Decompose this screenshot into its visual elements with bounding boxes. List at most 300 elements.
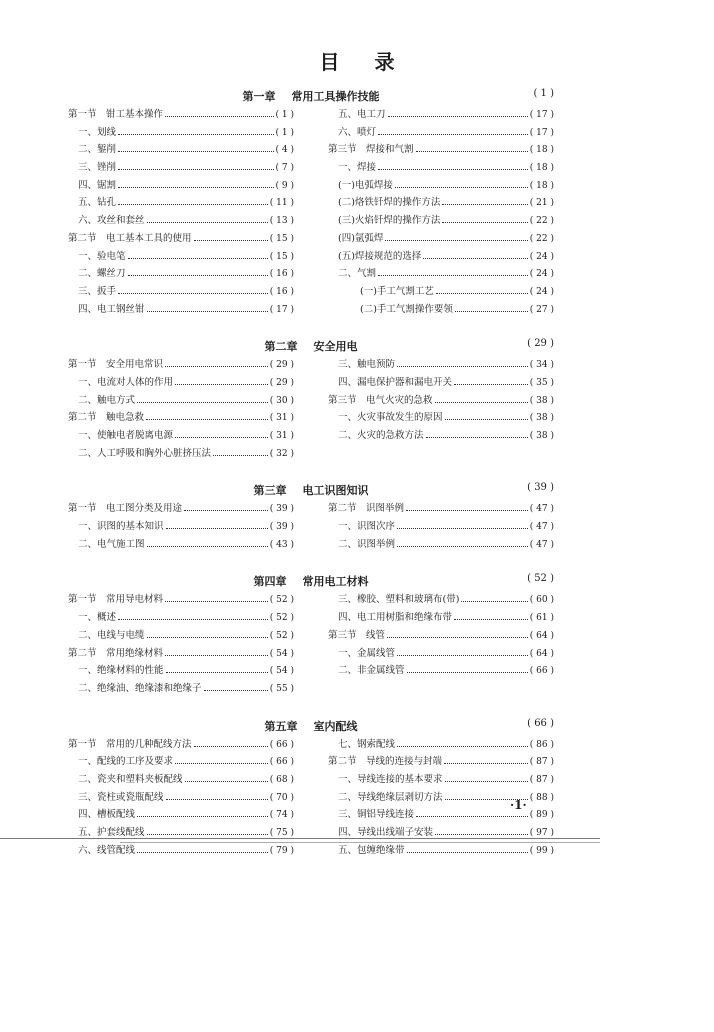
- page-title: 目 录: [319, 50, 409, 74]
- entry-title: 一、金属线管: [338, 647, 396, 659]
- entry-page-number: ( 9 ): [275, 180, 294, 191]
- chapter-section: [68, 571, 554, 697]
- entry-title: 四、电工用树脂和绝缘布带: [338, 612, 453, 624]
- chapter-heading: [68, 571, 554, 591]
- entry-title: 一、焊接: [338, 162, 377, 174]
- dot-leader: [166, 528, 268, 529]
- toc-entry[interactable]: [328, 159, 554, 177]
- toc-columns: [68, 591, 554, 697]
- entry-title: 第三节 电气火灾的急救: [328, 394, 433, 406]
- toc-entry[interactable]: [328, 736, 554, 754]
- dot-leader: [128, 258, 268, 259]
- dot-leader: [118, 619, 268, 620]
- entry-title: 一、识图的基本知识: [78, 521, 164, 533]
- entry-page-number: ( 17 ): [529, 127, 554, 138]
- entry-title: 三、铜铝导线连接: [338, 809, 415, 821]
- toc-entry[interactable]: [328, 212, 554, 230]
- toc-entry[interactable]: [68, 159, 294, 177]
- dot-leader: [445, 419, 528, 420]
- dot-leader: [407, 672, 528, 673]
- dot-leader: [118, 187, 274, 188]
- entry-title: 二、气割: [338, 268, 377, 280]
- entry-page-number: ( 70 ): [269, 792, 294, 803]
- entry-title: 七、钢索配线: [338, 738, 396, 750]
- entry-page-number: ( 24 ): [529, 251, 554, 262]
- dot-leader: [407, 852, 528, 853]
- entry-page-number: ( 52 ): [269, 613, 294, 624]
- entry-page-number: ( 39 ): [269, 504, 294, 515]
- dot-leader: [204, 690, 268, 691]
- entry-title: 第二节 电工基本工具的使用: [68, 232, 192, 244]
- dot-leader: [194, 746, 268, 747]
- toc-entry[interactable]: [328, 248, 554, 266]
- dot-leader: [442, 222, 527, 223]
- entry-page-number: ( 16 ): [269, 286, 294, 297]
- entry-page-number: ( 54 ): [269, 648, 294, 659]
- toc-column-left: [68, 500, 294, 553]
- dot-leader: [423, 258, 527, 259]
- chapter-section: [68, 480, 554, 553]
- toc-entry[interactable]: [68, 609, 294, 627]
- entry-title: 二、螺丝刀: [78, 268, 126, 280]
- dot-leader: [378, 275, 528, 276]
- entry-page-number: ( 74 ): [269, 810, 294, 821]
- toc-entry[interactable]: [68, 518, 294, 536]
- entry-page-number: ( 47 ): [529, 539, 554, 550]
- entry-page-number: ( 38 ): [529, 431, 554, 441]
- toc-entry[interactable]: [68, 301, 294, 319]
- chapter-label: 第一章: [242, 90, 276, 103]
- toc-entry[interactable]: [68, 806, 294, 824]
- entry-page-number: ( 66 ): [269, 739, 294, 750]
- dot-leader: [397, 366, 528, 367]
- entry-page-number: ( 1 ): [275, 127, 294, 138]
- toc-entry[interactable]: [68, 842, 294, 860]
- dot-leader: [388, 116, 528, 117]
- entry-page-number: ( 47 ): [529, 522, 554, 533]
- chapter-heading: [68, 336, 554, 356]
- entry-title: (四)氩弧焊: [338, 232, 384, 244]
- toc-entry[interactable]: [328, 301, 554, 319]
- entry-title: 第三节 线管: [328, 629, 386, 641]
- dot-leader: [194, 240, 268, 241]
- dot-leader: [454, 619, 528, 620]
- entry-page-number: ( 38 ): [529, 395, 554, 406]
- dot-leader: [166, 799, 268, 800]
- dot-leader: [397, 655, 528, 656]
- entry-page-number: ( 75 ): [269, 828, 294, 838]
- dot-leader: [213, 455, 268, 456]
- toc-entry[interactable]: [68, 374, 294, 392]
- dot-leader: [416, 816, 528, 817]
- dot-leader: [147, 546, 268, 547]
- dot-leader: [118, 204, 268, 205]
- dot-leader: [406, 510, 528, 511]
- toc-entry[interactable]: [328, 771, 554, 789]
- toc-entry[interactable]: [68, 680, 294, 698]
- entry-page-number: ( 24 ): [529, 286, 554, 297]
- toc-entry[interactable]: [328, 645, 554, 663]
- toc-column-left: [68, 106, 294, 318]
- toc-columns: [68, 106, 554, 318]
- entry-title: 一、概述: [78, 612, 117, 624]
- toc-entry[interactable]: [68, 536, 294, 554]
- entry-title: 一、配线的工序及要求: [78, 756, 174, 768]
- entry-page-number: ( 16 ): [269, 269, 294, 280]
- chapter-label: 第三章: [253, 484, 287, 498]
- entry-title: (一)手工气割工艺: [360, 285, 434, 297]
- dot-leader: [128, 275, 268, 276]
- toc-entry[interactable]: [68, 427, 294, 445]
- entry-page-number: ( 88 ): [529, 792, 554, 803]
- entry-page-number: ( 30 ): [269, 395, 294, 406]
- dot-leader: [147, 834, 268, 835]
- toc-entry[interactable]: [328, 609, 554, 627]
- toc-section-entry[interactable]: [68, 230, 294, 248]
- chapter-page-number: ( 1 ): [533, 88, 554, 99]
- entry-page-number: ( 15 ): [269, 251, 294, 262]
- entry-page-number: ( 99 ): [529, 845, 554, 856]
- entry-page-number: ( 64 ): [529, 648, 554, 659]
- entry-page-number: ( 34 ): [529, 360, 554, 371]
- chapter-name: 安全用电: [313, 340, 358, 354]
- entry-page-number: ( 27 ): [529, 304, 554, 315]
- entry-page-number: ( 22 ): [529, 216, 554, 227]
- scan-artifact-line: [0, 838, 600, 839]
- entry-page-number: ( 64 ): [529, 630, 554, 641]
- chapter-title: [68, 718, 554, 734]
- entry-page-number: ( 97 ): [529, 828, 554, 838]
- entry-title: 二、电气施工图: [78, 538, 145, 550]
- dot-leader: [461, 601, 527, 602]
- chapter-heading: [68, 716, 554, 736]
- chapter-title: [68, 338, 554, 354]
- entry-title: 五、钻孔: [78, 197, 117, 209]
- chapter-name: 常用工具操作技能: [291, 90, 380, 103]
- entry-page-number: ( 21 ): [529, 198, 554, 209]
- entry-title: 第三节 焊接和气割: [328, 144, 414, 156]
- toc-section-entry[interactable]: [68, 500, 294, 518]
- toc-column-right: [328, 591, 554, 697]
- dot-leader: [454, 384, 528, 385]
- dot-leader: [455, 311, 528, 312]
- entry-page-number: ( 52 ): [269, 595, 294, 606]
- chapter-heading: [68, 480, 554, 500]
- entry-title: 六、喷灯: [338, 126, 377, 138]
- chapter-page-number: ( 52 ): [527, 573, 554, 585]
- toc-entry[interactable]: [68, 212, 294, 230]
- toc-entry[interactable]: [68, 662, 294, 680]
- entry-page-number: ( 13 ): [269, 216, 294, 227]
- entry-title: 一、识图次序: [338, 521, 396, 533]
- dot-leader: [147, 637, 268, 638]
- dot-leader: [165, 366, 268, 367]
- dot-leader: [444, 763, 528, 764]
- toc-entry[interactable]: [328, 536, 554, 554]
- dot-leader: [118, 169, 274, 170]
- toc-entry[interactable]: [328, 283, 554, 301]
- toc-column-left: [68, 591, 294, 697]
- dot-leader: [146, 419, 268, 420]
- toc-section-entry[interactable]: [68, 591, 294, 609]
- dot-leader: [436, 293, 528, 294]
- dot-leader: [165, 655, 268, 656]
- entry-title: 二、识图举例: [338, 538, 396, 550]
- chapter-title: [68, 573, 554, 589]
- toc-entry[interactable]: [68, 445, 294, 463]
- toc-entry[interactable]: [68, 392, 294, 410]
- entry-page-number: ( 89 ): [529, 810, 554, 821]
- toc-entry[interactable]: [328, 265, 554, 283]
- entry-title: 六、攻丝和套丝: [78, 215, 145, 227]
- chapter-page-number: ( 29 ): [527, 338, 554, 350]
- entry-title: 四、锯割: [78, 179, 117, 191]
- chapter-name: 室内配线: [313, 719, 358, 733]
- toc-section-entry[interactable]: [68, 356, 294, 374]
- entry-title: 二、火灾的急救方法: [338, 430, 424, 441]
- entry-page-number: ( 32 ): [269, 448, 294, 459]
- entry-page-number: ( 86 ): [529, 739, 554, 750]
- toc-column-right: [328, 500, 554, 553]
- toc-entry[interactable]: [68, 248, 294, 266]
- entry-title: 二、电线与电缆: [78, 629, 145, 641]
- entry-page-number: ( 38 ): [529, 413, 554, 424]
- entry-page-number: ( 1 ): [275, 110, 294, 120]
- dot-leader: [416, 151, 528, 152]
- entry-title: 二、非金属线管: [338, 665, 405, 677]
- toc-entry[interactable]: [68, 627, 294, 645]
- entry-page-number: ( 15 ): [269, 233, 294, 244]
- entry-title: (二)手工气割操作要领: [360, 303, 453, 315]
- dot-leader: [395, 187, 528, 188]
- toc-column-left: [68, 356, 294, 462]
- toc-section-entry[interactable]: [68, 645, 294, 663]
- entry-title: (三)火焰钎焊的操作方法: [338, 215, 441, 227]
- entry-title: 三、锉削: [78, 162, 117, 174]
- toc-entry[interactable]: [328, 662, 554, 680]
- toc-entry[interactable]: [68, 824, 294, 842]
- toc-entry[interactable]: [68, 194, 294, 212]
- entry-title: 第二节 导线的连接与封端: [328, 756, 443, 768]
- dot-leader: [175, 437, 268, 438]
- entry-title: (五)焊接规范的选择: [338, 250, 422, 262]
- chapter-page-number: ( 39 ): [527, 482, 554, 494]
- entry-page-number: ( 66 ): [269, 757, 294, 768]
- entry-page-number: ( 17 ): [269, 304, 294, 315]
- toc-entry[interactable]: [328, 842, 554, 860]
- toc-entry[interactable]: [328, 409, 554, 427]
- entry-title: 第一节 常用的几种配线方法: [68, 738, 192, 750]
- entry-title: 四、电工钢丝钳: [78, 303, 145, 315]
- entry-page-number: ( 18 ): [529, 163, 554, 174]
- chapter-heading: [68, 86, 554, 106]
- chapter-page-number: ( 66 ): [527, 717, 554, 729]
- entry-title: 一、使触电者脱离电源: [78, 430, 174, 441]
- dot-leader: [118, 293, 268, 294]
- entry-title: 五、护套线配线: [78, 827, 145, 838]
- entry-title: 第二节 识图举例: [328, 503, 405, 515]
- toc-entry[interactable]: [328, 374, 554, 392]
- dot-leader: [147, 311, 268, 312]
- scan-artifact-line: [120, 842, 600, 843]
- chapter-section: [68, 336, 554, 462]
- toc-entry[interactable]: [328, 427, 554, 445]
- toc-columns: [68, 356, 554, 462]
- toc-section-entry[interactable]: [328, 753, 554, 771]
- toc-entry[interactable]: [68, 141, 294, 159]
- entry-page-number: ( 39 ): [269, 522, 294, 533]
- toc-entry[interactable]: [328, 194, 554, 212]
- dot-leader: [442, 204, 527, 205]
- entry-title: 第二节 触电急救: [68, 412, 145, 424]
- dot-leader: [118, 151, 274, 152]
- entry-page-number: ( 4 ): [275, 145, 294, 156]
- entry-title: 二、导线绝缘层剥切方法: [338, 791, 443, 803]
- page-number: ·1·: [510, 798, 527, 812]
- dot-leader: [165, 116, 274, 117]
- toc-entry[interactable]: [328, 356, 554, 374]
- dot-leader: [165, 601, 268, 602]
- toc-entry[interactable]: [328, 177, 554, 195]
- dot-leader: [378, 169, 528, 170]
- toc-column-right: [328, 356, 554, 462]
- toc-entry[interactable]: [68, 789, 294, 807]
- dot-leader: [175, 763, 268, 764]
- entry-page-number: ( 87 ): [529, 774, 554, 785]
- toc-entry[interactable]: [328, 518, 554, 536]
- dot-leader: [397, 546, 528, 547]
- entry-title: 三、橡胶、塑料和玻璃布(带): [338, 594, 460, 606]
- entry-title: 二、瓷夹和塑料夹板配线: [78, 773, 183, 785]
- entry-title: 一、火灾事故发生的原因: [338, 412, 443, 424]
- entry-title: 四、槽板配线: [78, 809, 136, 821]
- entry-title: 一、电流对人体的作用: [78, 376, 174, 388]
- dot-leader: [137, 816, 268, 817]
- dot-leader: [185, 781, 268, 782]
- dot-leader: [118, 134, 274, 135]
- dot-leader: [435, 834, 528, 835]
- dot-leader: [397, 528, 528, 529]
- entry-title: 一、绝缘材料的性能: [78, 665, 164, 677]
- entry-title: 一、划线: [78, 126, 117, 138]
- entry-title: 第一节 电工图分类及用途: [68, 503, 183, 515]
- dot-leader: [184, 510, 268, 511]
- chapter-label: 第二章: [264, 340, 298, 354]
- toc-section-entry[interactable]: [328, 392, 554, 410]
- toc-entry[interactable]: [68, 124, 294, 142]
- entry-page-number: ( 31 ): [269, 431, 294, 441]
- entry-title: 二、绝缘油、绝缘漆和绝缘子: [78, 682, 202, 694]
- toc-section-entry[interactable]: [328, 627, 554, 645]
- toc-section-entry[interactable]: [68, 409, 294, 427]
- entry-page-number: ( 55 ): [269, 683, 294, 694]
- chapter-name: 电工识图知识: [302, 484, 369, 498]
- dot-leader: [378, 134, 528, 135]
- entry-title: 三、瓷柱或瓷瓶配线: [78, 791, 164, 803]
- entry-title: 一、导线连接的基本要求: [338, 773, 443, 785]
- chapter-title: [68, 482, 554, 498]
- toc-section-entry[interactable]: [328, 500, 554, 518]
- dot-leader: [175, 384, 268, 385]
- toc-column-right: [328, 106, 554, 318]
- entry-page-number: ( 54 ): [269, 666, 294, 677]
- toc-section-entry[interactable]: [328, 141, 554, 159]
- entry-page-number: ( 31 ): [269, 413, 294, 424]
- toc-entry[interactable]: [328, 106, 554, 124]
- entry-title: 二、人工呼吸和胸外心脏挤压法: [78, 447, 212, 459]
- entry-page-number: ( 7 ): [275, 163, 294, 174]
- entry-title: 二、触电方式: [78, 394, 136, 406]
- entry-title: 四、漏电保护器和漏电开关: [338, 376, 453, 388]
- entry-title: (一)电弧焊接: [338, 179, 393, 191]
- dot-leader: [385, 240, 527, 241]
- dot-leader: [137, 852, 268, 853]
- table-of-contents: [68, 86, 554, 877]
- entry-page-number: ( 66 ): [529, 666, 554, 677]
- toc-entry[interactable]: [328, 230, 554, 248]
- chapter-title: [68, 88, 554, 104]
- toc-entry[interactable]: [68, 265, 294, 283]
- toc-column-left: [68, 736, 294, 860]
- entry-page-number: ( 22 ): [529, 233, 554, 244]
- entry-page-number: ( 61 ): [529, 613, 554, 624]
- toc-columns: [68, 736, 554, 860]
- entry-title: 一、验电笔: [78, 250, 126, 262]
- entry-title: (二)烙铁钎焊的操作方法: [338, 197, 441, 209]
- chapter-section: [68, 86, 554, 318]
- toc-columns: [68, 500, 554, 553]
- entry-title: 五、包缠绝缘带: [338, 844, 405, 856]
- dot-leader: [147, 222, 268, 223]
- entry-title: 二、錾削: [78, 144, 117, 156]
- entry-page-number: ( 29 ): [269, 377, 294, 388]
- toc-section-entry[interactable]: [68, 106, 294, 124]
- entry-page-number: ( 52 ): [269, 630, 294, 641]
- dot-leader: [387, 637, 528, 638]
- entry-page-number: ( 68 ): [269, 774, 294, 785]
- toc-section-entry[interactable]: [68, 736, 294, 754]
- toc-entry[interactable]: [328, 591, 554, 609]
- toc-entry[interactable]: [328, 124, 554, 142]
- dot-leader: [397, 746, 528, 747]
- chapter-label: 第四章: [253, 575, 287, 589]
- dot-leader: [435, 402, 528, 403]
- entry-page-number: ( 18 ): [529, 180, 554, 191]
- entry-title: 三、触电预防: [338, 359, 396, 371]
- entry-title: 第一节 钳工基本操作: [68, 109, 164, 120]
- entry-page-number: ( 18 ): [529, 145, 554, 156]
- entry-page-number: ( 29 ): [269, 360, 294, 371]
- toc-entry[interactable]: [328, 824, 554, 842]
- entry-title: 四、导线出线端子安装: [338, 827, 434, 838]
- toc-entry[interactable]: [68, 283, 294, 301]
- entry-title: 五、电工刀: [338, 109, 386, 120]
- dot-leader: [445, 781, 528, 782]
- entry-page-number: ( 11 ): [269, 198, 294, 209]
- chapter-name: 常用电工材料: [302, 575, 369, 589]
- toc-entry[interactable]: [68, 753, 294, 771]
- entry-title: 六、线管配线: [78, 844, 136, 856]
- entry-title: 第二节 常用绝缘材料: [68, 647, 164, 659]
- chapter-label: 第五章: [264, 719, 298, 733]
- dot-leader: [166, 672, 268, 673]
- toc-entry[interactable]: [68, 177, 294, 195]
- toc-entry[interactable]: [68, 771, 294, 789]
- entry-page-number: ( 79 ): [269, 845, 294, 856]
- entry-page-number: ( 43 ): [269, 539, 294, 550]
- entry-page-number: ( 60 ): [529, 595, 554, 606]
- entry-page-number: ( 17 ): [529, 110, 554, 120]
